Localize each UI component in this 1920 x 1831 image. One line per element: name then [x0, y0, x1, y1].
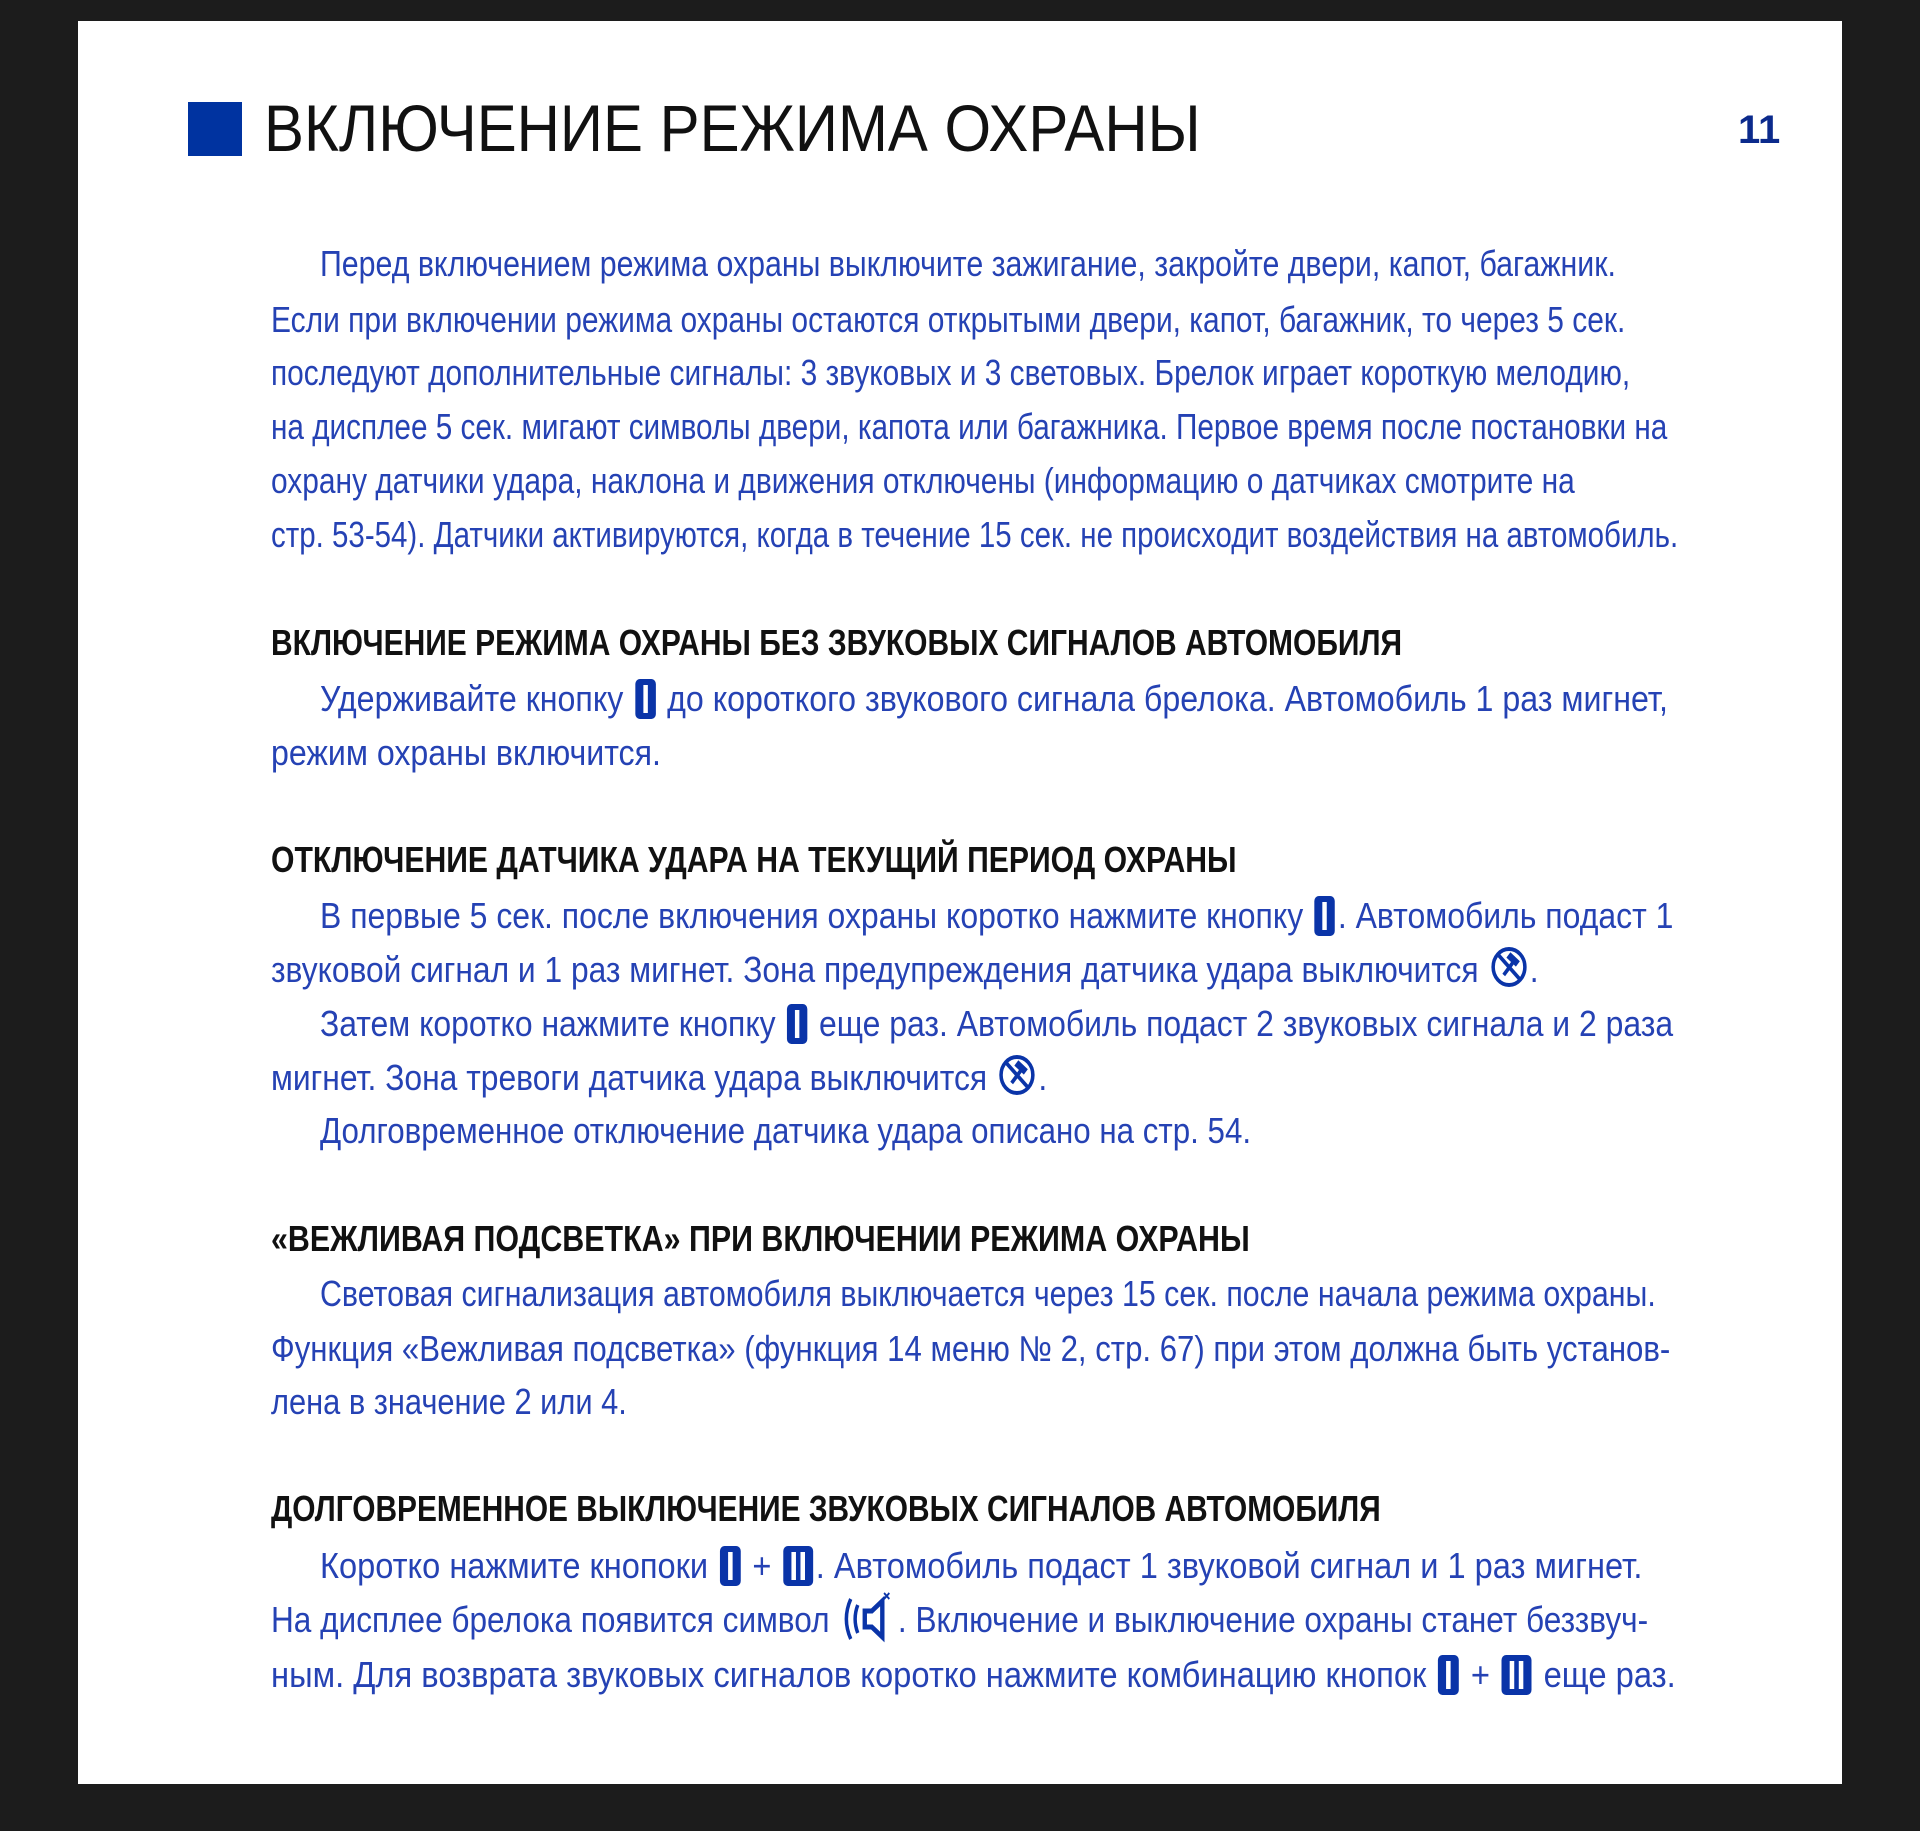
text-run: + — [1461, 1654, 1500, 1695]
paragraph-line — [271, 1600, 1648, 1640]
section-heading: ВКЛЮЧЕНИЕ РЕЖИМА ОХРАНЫ БЕЗ ЗВУКОВЫХ СИГНАЛОВ АВТОМОБИЛЯ — [271, 622, 1403, 663]
text-run: На дисплее брелока появится символ — [271, 1599, 839, 1640]
paragraph-line — [271, 1655, 1676, 1695]
paragraph-line — [271, 353, 1630, 393]
shock-sensor-off-icon — [998, 1053, 1037, 1103]
key-fob-button-2-icon — [1502, 1655, 1532, 1695]
paragraph-line — [271, 950, 1539, 990]
text-run: . — [1529, 949, 1539, 990]
text-run: Функция «Вежливая подсветка» (функция 14 меню № 2, стр. 67) при этом должна быть установ- — [271, 1328, 1671, 1369]
paragraph-line — [320, 1546, 1642, 1586]
text-run: В первые 5 сек. после включения охраны коротко нажмите кнопку — [320, 895, 1313, 936]
text-run: лена в значение 2 или 4. — [271, 1381, 627, 1422]
paragraph-line — [271, 1058, 1047, 1098]
key-fob-button-1-icon — [787, 1004, 807, 1044]
paragraph-line — [271, 733, 661, 773]
title-marker-square — [188, 102, 242, 156]
text-run: на дисплее 5 сек. мигают символы двери, капота или багажника. Первое время после постановки на — [271, 406, 1668, 447]
paragraph-line — [320, 1004, 1673, 1044]
section-heading: ОТКЛЮЧЕНИЕ ДАТЧИКА УДАРА НА ТЕКУЩИЙ ПЕРИОД ОХРАНЫ — [271, 839, 1237, 880]
sound-muted-icon — [840, 1591, 896, 1649]
paragraph-line — [271, 1329, 1670, 1369]
paragraph-line — [320, 679, 1668, 719]
paragraph-line — [320, 1111, 1251, 1151]
text-run: режим охраны включится. — [271, 732, 661, 773]
text-run: Долговременное отключение датчика удара описано на стр. 54. — [320, 1110, 1252, 1151]
text-run: . Автомобиль подаст 1 звуковой сигнал и 1 раз мигнет. — [815, 1545, 1643, 1586]
paragraph-line — [271, 1382, 627, 1422]
text-run: еще раз. Автомобиль подаст 2 звуковых сигнала и 2 раза — [810, 1003, 1674, 1044]
paragraph-line — [271, 461, 1575, 501]
paragraph-line — [271, 300, 1625, 340]
paragraph-line — [271, 515, 1678, 555]
text-run: Перед включением режима охраны выключите зажигание, закройте двери, капот, багажник. — [320, 243, 1616, 284]
paragraph-line — [320, 1274, 1656, 1314]
text-run: мигнет. Зона тревоги датчика удара выключится — [271, 1057, 996, 1098]
key-fob-button-1-icon — [1438, 1655, 1459, 1695]
text-run: звуковой сигнал и 1 раз мигнет. Зона предупреждения датчика удара выключится — [271, 949, 1488, 990]
text-run: охрану датчики удара, наклона и движения отключены (информацию о датчиках смотрите на — [271, 460, 1575, 501]
section-heading: ДОЛГОВРЕМЕННОЕ ВЫКЛЮЧЕНИЕ ЗВУКОВЫХ СИГНАЛОВ АВТОМОБИЛЯ — [271, 1488, 1381, 1529]
key-fob-button-1-icon — [635, 679, 656, 719]
paragraph-line — [320, 896, 1673, 936]
text-run: Удерживайте кнопку — [320, 678, 633, 719]
page-number: 11 — [1738, 108, 1781, 152]
shock-sensor-off-icon — [1489, 945, 1528, 995]
paragraph-line — [271, 407, 1667, 447]
key-fob-button-1-icon — [720, 1546, 741, 1586]
section-heading: «ВЕЖЛИВАЯ ПОДСВЕТКА» ПРИ ВКЛЮЧЕНИИ РЕЖИМА ОХРАНЫ — [271, 1218, 1250, 1259]
page-title: ВКЛЮЧЕНИЕ РЕЖИМА ОХРАНЫ — [264, 91, 1201, 165]
text-run: Затем коротко нажмите кнопку — [320, 1003, 785, 1044]
text-run: . Включение и выключение охраны станет беззвуч- — [897, 1599, 1649, 1640]
text-run: ным. Для возврата звуковых сигналов коротко нажмите комбинацию кнопок — [271, 1654, 1436, 1695]
text-run: последуют дополнительные сигналы: 3 звуковых и 3 световых. Брелок играет короткую мелодию, — [271, 352, 1631, 393]
text-run: стр. 53-54). Датчики активируются, когда в течение 15 сек. не происходит воздействия на автомобиль. — [271, 514, 1679, 555]
text-run: Если при включении режима охраны остаются открытыми двери, капот, багажник, то через 5 сек. — [271, 299, 1626, 340]
paragraph-line — [320, 244, 1616, 284]
key-fob-button-2-icon — [783, 1546, 813, 1586]
text-run: до короткого звукового сигнала брелока. Автомобиль 1 раз мигнет, — [658, 678, 1668, 719]
key-fob-button-1-icon — [1315, 896, 1335, 936]
text-run: + — [743, 1545, 781, 1586]
text-run: . Автомобиль подаст 1 — [1337, 895, 1674, 936]
text-run: . — [1038, 1057, 1048, 1098]
text-run: Коротко нажмите кнопоки — [320, 1545, 718, 1586]
text-run: еще раз. — [1534, 1654, 1676, 1695]
text-run: Световая сигнализация автомобиля выключается через 15 сек. после начала режима охраны. — [320, 1273, 1656, 1314]
